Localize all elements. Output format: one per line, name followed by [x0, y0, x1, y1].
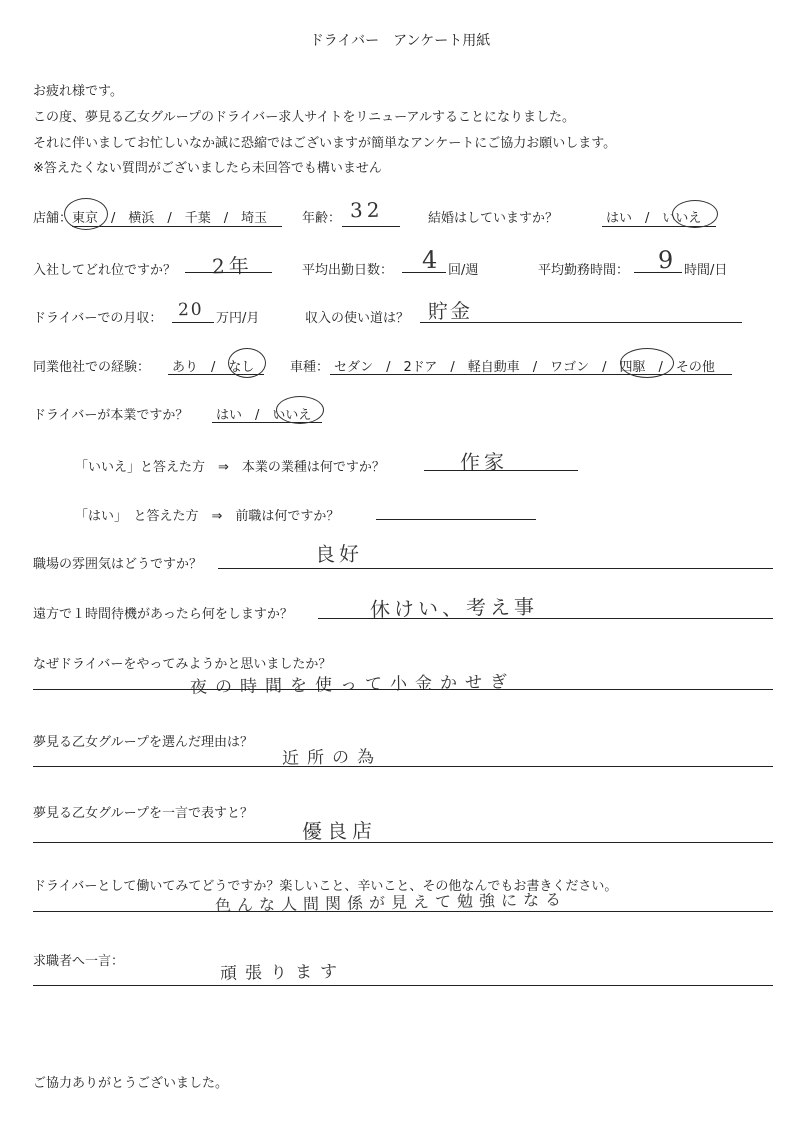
hours-label: 平均勤務時間： — [538, 263, 630, 278]
if-no-underline — [424, 470, 578, 471]
intro-line: お疲れ様です。 — [33, 84, 123, 99]
experience-selected-circle — [228, 348, 266, 378]
store-selected-circle — [64, 198, 108, 230]
one-word-label: 夢見る乙女グループを一言で表すと？ — [33, 806, 253, 821]
feelings-value[interactable]: 色んな人間関係が見えて勉強になる — [214, 889, 568, 916]
usage-underline — [420, 322, 742, 323]
intro-line: ※答えたくない質問がございましたら未回答でも構いません — [33, 161, 382, 176]
one-word-underline — [33, 842, 773, 843]
attendance-label: 平均出勤日数： — [302, 263, 394, 278]
if-yes-underline — [376, 519, 536, 520]
waiting-label: 遠方で１時間待機があったら何をしますか？ — [33, 607, 293, 622]
main-job-selected-circle — [276, 396, 324, 424]
main-job-options[interactable]: はい / いいえ — [216, 408, 312, 423]
married-label: 結婚はしていますか？ — [428, 211, 559, 226]
if-yes-label: 「はい」 と答えた方 ⇒ 前職は何ですか？ — [75, 509, 340, 524]
experience-label: 同業他社での経験： — [33, 360, 151, 375]
tenure-label: 入社してどれ位ですか？ — [33, 263, 177, 278]
income-unit: 万円/月 — [216, 311, 260, 326]
if-no-label: 「いいえ」と答えた方 ⇒ 本業の業種は何ですか？ — [75, 460, 385, 475]
hours-unit: 時間/日 — [684, 263, 728, 278]
attendance-underline — [402, 272, 446, 273]
usage-value[interactable]: 貯金 — [427, 298, 473, 324]
atmosphere-value[interactable]: 良好 — [314, 541, 364, 567]
age-underline — [342, 226, 400, 227]
usage-label: 収入の使い道は？ — [305, 311, 410, 326]
main-job-label: ドライバーが本業ですか？ — [33, 408, 189, 423]
reason-underline — [33, 766, 773, 767]
feelings-underline — [33, 911, 773, 912]
married-options[interactable]: はい / いいえ — [606, 211, 702, 226]
car-underline — [330, 374, 732, 375]
atmosphere-label: 職場の雰囲気はどうですか？ — [33, 557, 203, 572]
waiting-value[interactable]: 休けい、考え事 — [369, 594, 539, 622]
message-underline — [33, 985, 773, 986]
intro-line: それに伴いましてお忙しいなか誠に恐縮ではございますが簡単なアンケートにご協力お願いします。 — [33, 136, 617, 151]
store-underline — [72, 226, 282, 227]
if-no-value[interactable]: 作家 — [459, 449, 509, 475]
income-value[interactable]: 20 — [177, 299, 204, 321]
feelings-label: ドライバーとして働いてみてどうですか？楽しいこと、辛いこと、その他なんでもお書きください。 — [33, 879, 618, 894]
intro-line: この度、夢見る乙女グループのドライバー求人サイトをリニューアルすることになりました。 — [33, 110, 575, 125]
store-options[interactable]: 東京 / 横浜 / 千葉 / 埼玉 — [72, 211, 268, 226]
waiting-underline — [318, 618, 773, 619]
reason-value[interactable]: 近所の為 — [281, 747, 383, 769]
income-label: ドライバーでの月収： — [33, 311, 163, 326]
closing-text: ご協力ありがとうございました。 — [33, 1076, 229, 1091]
income-underline — [172, 322, 214, 323]
attendance-unit: 回/週 — [448, 263, 479, 278]
hours-value[interactable]: 9 — [657, 245, 678, 275]
car-selected-circle — [620, 348, 674, 378]
store-label: 店舗： — [33, 211, 73, 226]
attendance-value[interactable]: 4 — [421, 245, 442, 275]
age-label: 年齢： — [302, 211, 342, 226]
one-word-value[interactable]: 優良店 — [301, 818, 378, 844]
married-selected-circle — [672, 200, 718, 228]
why-underline — [33, 689, 773, 690]
experience-options[interactable]: あり / なし — [172, 360, 255, 375]
message-label: 求職者へ一言： — [33, 954, 125, 969]
atmosphere-underline — [218, 568, 773, 569]
tenure-underline — [185, 272, 272, 273]
hours-underline — [634, 272, 682, 273]
tenure-value[interactable]: 2年 — [211, 253, 253, 279]
page-title: ドライバー アンケート用紙 — [309, 33, 491, 49]
why-value[interactable]: 夜の時間を使って小金かせぎ — [189, 672, 516, 698]
car-options[interactable]: セダン / 2ドア / 軽自動車 / ワゴン / 四駆 / その他 — [334, 360, 715, 375]
why-label: なぜドライバーをやってみようかと思いましたか？ — [33, 657, 332, 672]
message-value[interactable]: 頑張ります — [219, 961, 346, 985]
reason-label: 夢見る乙女グループを選んだ理由は？ — [33, 735, 253, 750]
car-label: 車種： — [290, 360, 330, 375]
age-value[interactable]: 32 — [349, 197, 384, 223]
